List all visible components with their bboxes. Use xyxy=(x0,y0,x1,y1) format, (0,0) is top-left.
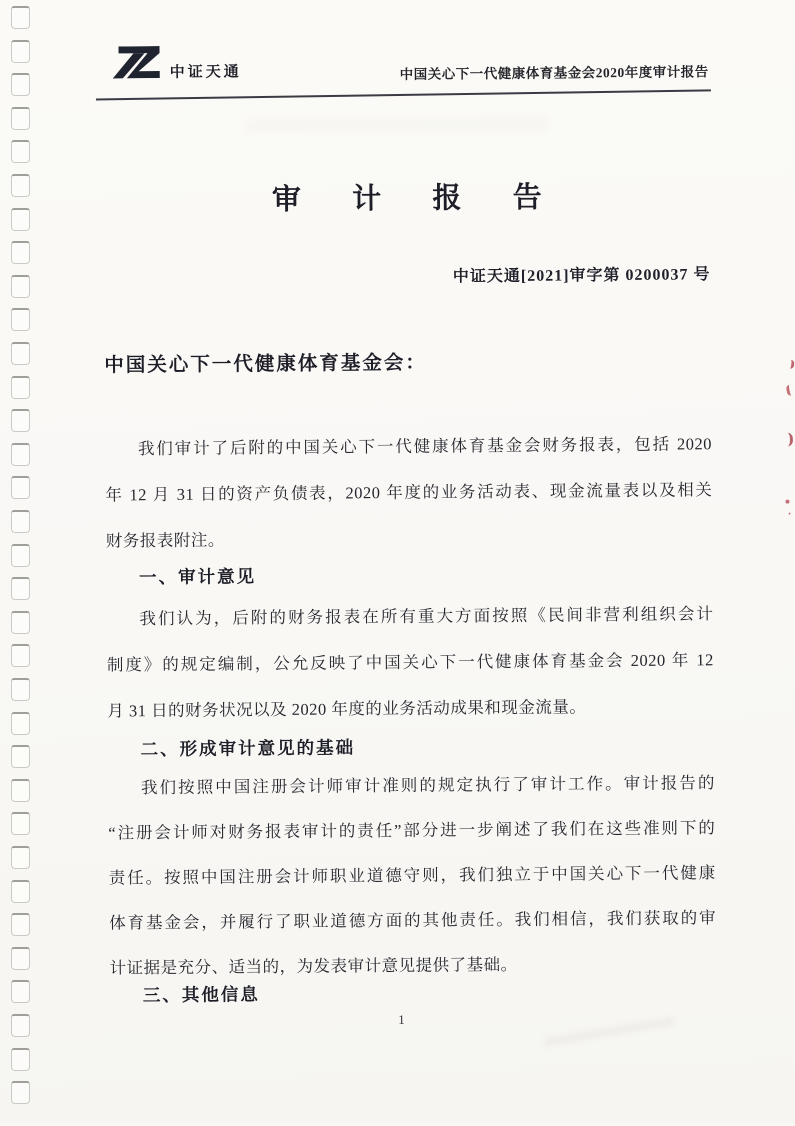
paragraph-line: 我们认为，后附的财务报表在所有重大方面按照《民间非营利组织会计 xyxy=(139,604,714,629)
section-heading-other-info: 三、其他信息 xyxy=(142,984,260,1006)
paragraph-line: 我们按照中国注册会计师审计准则的规定执行了审计工作。审计报告的 xyxy=(140,773,716,798)
red-stamp-fragment-icon xyxy=(784,359,795,369)
red-stamp-fragment-icon xyxy=(783,433,793,447)
document-number: 中证天通[2021]审字第 0200037 号 xyxy=(452,266,711,286)
paragraph-basis xyxy=(108,760,717,990)
paragraph-line: 我们审计了后附的中国关心下一代健康体育基金会财务报表，包括 2020 xyxy=(137,434,713,459)
paragraph-intro xyxy=(105,421,713,564)
addressee-line: 中国关心下一代健康体育基金会： xyxy=(104,352,427,377)
red-stamp-fragment-icon xyxy=(786,384,795,396)
running-header: 中国关心下一代健康体育基金会2020年度审计报告 xyxy=(399,64,709,82)
page-number: 1 xyxy=(398,1011,405,1028)
section-heading-audit-opinion: 一、审计意见 xyxy=(139,566,257,588)
page-title: 审 计 报 告 xyxy=(271,181,564,217)
section-heading-basis: 二、形成审计意见的基础 xyxy=(140,737,356,760)
paragraph-line: 计证据是充分、适当的，为发表审计意见提供了基础。 xyxy=(109,954,518,978)
paragraph-opinion xyxy=(106,591,714,734)
red-stamp-fragment-icon xyxy=(785,500,789,504)
scan-smudge xyxy=(246,119,546,132)
paragraph-line: “注册会计师对财务报表审计的责任”部分进一步阐述了我们在这些准则下的 xyxy=(108,818,716,843)
paragraph-line: 月 31 日的财务状况以及 2020 年度的业务活动成果和现金流量。 xyxy=(107,697,587,721)
paragraph-line: 制度》的规定编制，公允反映了中国关心下一代健康体育基金会 2020 年 12 xyxy=(106,650,714,675)
paragraph-line: 年 12 月 31 日的资产负债表，2020 年度的业务活动表、现金流量表以及相关 xyxy=(105,480,713,505)
paragraph-line: 责任。按照中国注册会计师职业道德守则，我们独立于中国关心下一代健康 xyxy=(108,863,716,888)
paragraph-line: 体育基金会，并履行了职业道德方面的其他责任。我们相信，我们获取的审 xyxy=(109,908,717,933)
paragraph-line: 财务报表附注。 xyxy=(105,530,225,551)
firm-name-label: 中证天通 xyxy=(169,64,242,81)
header-rule xyxy=(96,89,711,100)
